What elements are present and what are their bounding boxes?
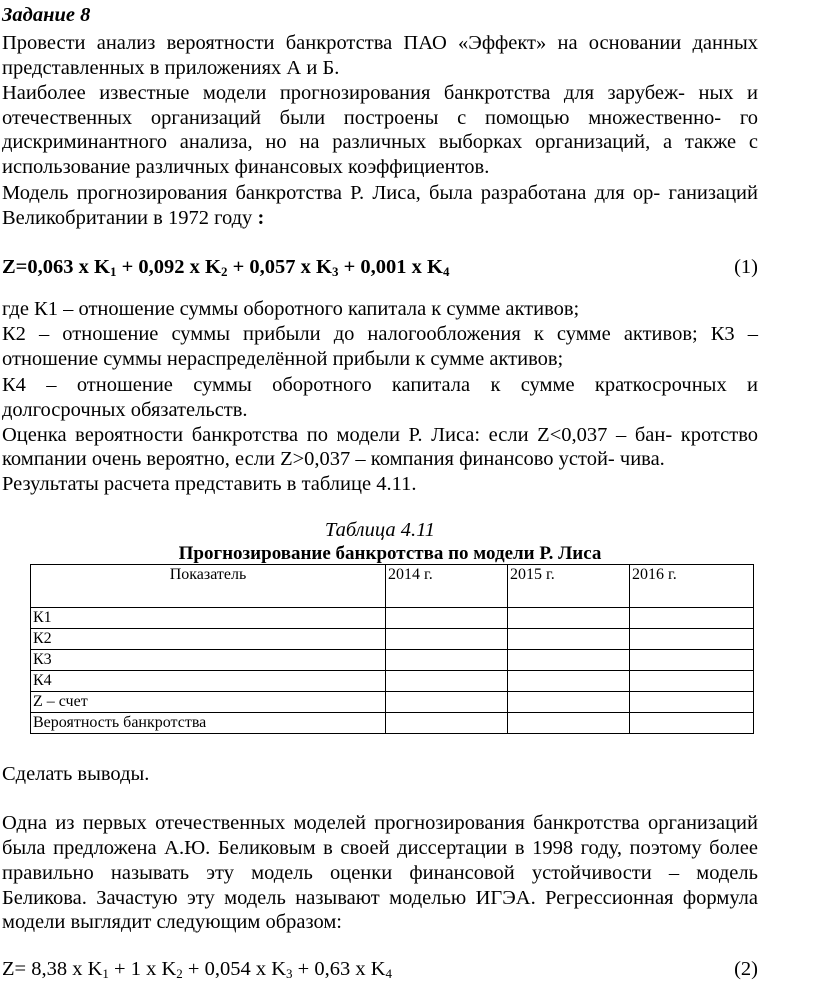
table-cell: [508, 671, 630, 692]
paragraph-line: была предложена А.Ю. Беликовым в своей диссертации в 1998 году, поэтому более: [2, 837, 758, 859]
table-cell: [386, 650, 508, 671]
row-label: К4: [31, 671, 386, 692]
header-cell: 2016 г.: [630, 565, 754, 608]
table-row: [31, 650, 754, 671]
table-cell: [630, 650, 754, 671]
paragraph-line: Результаты расчета представить в таблице 4.11.: [2, 473, 417, 495]
formula-lees: Z=0,063 х $K_1 + 0,092$ х $K_2 + 0,057$ х $K_3 + 0,001$ х $K_4$ (1): [2, 256, 758, 279]
table-cell: [386, 629, 508, 650]
paragraph-line: Наиболее известные модели прогнозирования банкротства для зарубеж- ных и: [2, 82, 758, 104]
paragraph-line: Одна из первых отечественных моделей прогнозирования банкротства организаций: [2, 812, 758, 834]
paragraph-line: дискриминантного анализа, но на различных выборках организаций, а также с: [2, 131, 758, 153]
paragraph-line: где К1 – отношение суммы оборотного капитала к сумме активов;: [2, 298, 580, 320]
table-cell: [508, 650, 630, 671]
paragraph-line: Провести анализ вероятности банкротства ПАО «Эффект» на основании данных: [2, 32, 758, 54]
task-title: Задание 8: [2, 4, 91, 26]
table-cell: [630, 692, 754, 713]
paragraph-line: использование различных финансовых коэффициентов.: [2, 156, 490, 178]
row-label: К2: [31, 629, 386, 650]
row-label: Вероятность банкротства: [31, 713, 386, 734]
row-label: К1: [31, 608, 386, 629]
table-title: Прогнозирование банкротства по модели Р. Лиса: [178, 543, 602, 564]
header-cell: 2014 г.: [386, 565, 508, 608]
table-cell: [386, 692, 508, 713]
table-cell: [508, 713, 630, 734]
table-cell: [508, 692, 630, 713]
table-cell: [630, 671, 754, 692]
paragraph-line: К4 – отношение суммы оборотного капитала к сумме краткосрочных и: [2, 374, 758, 396]
table-caption: Таблица 4.11: [324, 519, 436, 541]
formula-number: (2): [734, 958, 758, 980]
table-row: [31, 713, 754, 734]
paragraph-line: [2, 206, 758, 230]
header-cell: 2015 г.: [508, 565, 630, 608]
paragraph-line: Модель прогнозирования банкротства Р. Лиса, была разработана для ор- ганизаций: [2, 182, 758, 204]
paragraph-line: представленных в приложениях А и Б.: [2, 57, 340, 79]
paragraph-line: Сделать выводы.: [2, 763, 150, 785]
paragraph-line: К2 – отношение суммы прибыли до налогообложения к сумме активов; К3 –: [2, 323, 758, 345]
lees-table: [30, 564, 754, 734]
row-label: К3: [31, 650, 386, 671]
table-cell: [508, 608, 630, 629]
paragraph-line: модели выглядит следующим образом:: [2, 911, 342, 933]
formula-number: (1): [734, 256, 758, 278]
table-row: [31, 671, 754, 692]
paragraph-line: Беликова. Зачастую эту модель называют моделью ИГЭА. Регрессионная формула: [2, 887, 758, 909]
line-text: Великобритании в 1972 году: [2, 207, 253, 229]
table-cell: [386, 713, 508, 734]
table-cell: [508, 629, 630, 650]
paragraph-line: отношение суммы нераспределённой прибыли к сумме активов;: [2, 348, 564, 370]
table-cell: [386, 608, 508, 629]
table-header-row: [31, 565, 754, 608]
table-row: [31, 608, 754, 629]
paragraph-line: Оценка вероятности банкротства по модели Р. Лиса: если Z<0,037 – бан- кротство: [2, 424, 758, 446]
table-cell: [630, 629, 754, 650]
paragraph-line: долгосрочных обязательств.: [2, 399, 248, 421]
paragraph-line: правильно называть эту модель оценки финансовой устойчивости – модель: [2, 862, 758, 884]
formula-belikov: Z= 8,38 х $K_1 + 1$ х $K_2 + 0,054$ х $K_3 + 0,63$ х $K_4$ (2): [2, 958, 758, 981]
table-cell: [386, 671, 508, 692]
table-row: [31, 692, 754, 713]
table-cell: [630, 713, 754, 734]
colon: :: [257, 207, 265, 229]
table-row: [31, 629, 754, 650]
row-label: Z – счет: [31, 692, 386, 713]
header-cell: Показатель: [31, 565, 386, 608]
paragraph-line: компании очень вероятно, если Z>0,037 – компания финансово устой- чива.: [2, 448, 665, 470]
paragraph-line: отечественных организаций были построены с помощью множественно- го: [2, 107, 758, 129]
table-cell: [630, 608, 754, 629]
